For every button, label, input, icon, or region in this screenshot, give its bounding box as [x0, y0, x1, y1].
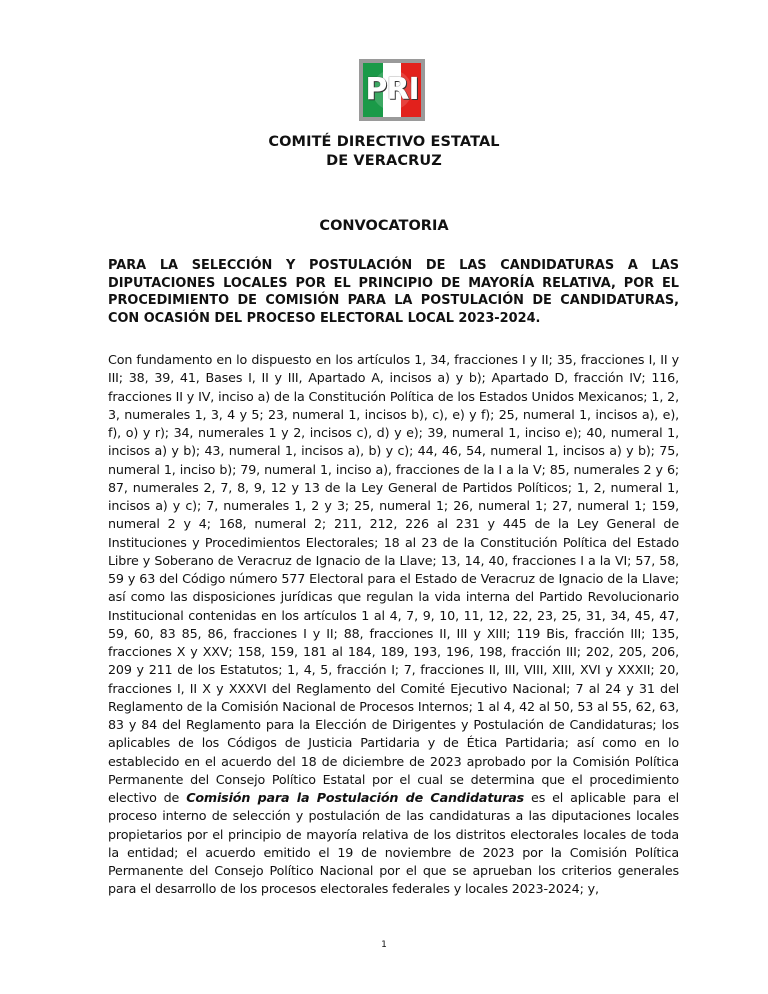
body-paragraph: [108, 351, 679, 899]
body-text-part-1: Con fundamento en lo dispuesto en los artículos 1, 34, fracciones I y II; 35, fracciones I, II y III; 38, 39, 41, Bases I, II y III, Apartado A, incisos a) y b); Apartado D, fracción IV; 116, fracciones II y IV, inciso a) de la Constitución Política de los Estados Unidos Mexicanos; 1, 2, 3, numerales 1, 3, 4 y 5; 23, numeral 1, incisos b), c), e) y f); 25, numeral 1, incisos a), e), f), o) y r); 34, numerales 1 y 2, incisos c), d) y e); 39, numeral 1, inciso e); 40, numeral 1, incisos a) y b); 43, numeral 1, incisos a), b) y c); 44, 46, 54, numeral 1, incisos a) y b); 75, numeral 1, inciso b); 79, numeral 1, inciso a), fracciones de la I a la V; 85, numerales 2 y 6; 87, numerales 2, 7, 8, 9, 12 y 13 de la Ley General de Partidos Políticos; 1, 2, numeral 1, incisos a) y c); 7, numerales 1, 2 y 3; 25, numeral 1; 26, numeral 1; 27, numeral 1; 159, numeral 2 y 4; 168, numeral 2; 211, 212, 226 al 231 y 445 de la Ley General de Instituciones y Procedimientos Electorales; 18 al 23 de la Constitución Política del Estado Libre y Soberano de Veracruz de Ignacio de la Llave; 13, 14, 40, fracciones I a la VI; 57, 58, 59 y 63 del Código número 577 Electoral para el Estado de Veracruz de Ignacio de la Llave; así como las disposiciones jurídicas que regulan la vida interna del Partido Revolucionario Institucional contenidas en los artículos 1 al 4, 7, 9, 10, 11, 12, 22, 23, 25, 31, 34, 45, 47, 59, 60, 83 85, 86, fracciones I y II; 88, fracciones II, III y XIII; 119 Bis, fracción III; 135, fracciones X y XXV; 158, 159, 181 al 184, 189, 193, 196, 198, fracción III; 202, 205, 206, 209 y 211 de los Estatutos; 1, 4, 5, fracción I; 7, fracciones II, III, VIII, XIII, XVI y XXXII; 20, fracciones I, II X y XXXVI del Reglamento del Comité Ejecutivo Nacional; 7 al 24 y 31 del Reglamento de la Comisión Nacional de Procesos Internos; 1 al 4, 42 al 50, 53 al 55, 62, 63, 83 y 84 del Reglamento para la Elección de Dirigentes y Postulación de Candidaturas; los aplicables de los Códigos de Justicia Partidaria y de Ética Partidaria; así como en lo establecido en el acuerdo del 18 de diciembre de 2023 aprobado por la Comisión Política Permanente del Consejo Político Estatal por el cual se determina que el procedimiento electivo de: [108, 352, 679, 805]
committee-line-1: COMITÉ DIRECTIVO ESTATAL: [268, 134, 500, 150]
document-title: CONVOCATORIA: [319, 218, 449, 234]
page-number: 1: [381, 940, 387, 950]
committee-name: [0, 133, 768, 171]
body-emphasis: Comisión para la Postulación de Candidaturas: [186, 790, 525, 805]
committee-line-2: DE VERACRUZ: [326, 153, 442, 169]
pri-logo: [359, 59, 425, 121]
body-text-part-2: es el aplicable para el proceso interno de selección y postulación de las candidaturas a las diputaciones locales propietarios por el principio de mayoría relativa de los distritos electorales locales de toda la entidad; el acuerdo emitido el 19 de noviembre de 2023 por la Comisión Política Permanente del Consejo Político Nacional por el que se aprueban los criterios generales para el desarrollo de los procesos electorales federales y locales 2023-2024; y,: [108, 790, 679, 897]
document-subtitle: PARA LA SELECCIÓN Y POSTULACIÓN DE LAS CANDIDATURAS A LAS DIPUTACIONES LOCALES POR EL PRINCIPIO DE MAYORÍA RELATIVA, POR EL PROCEDIMIENTO DE COMISIÓN PARA LA POSTULACIÓN DE CANDIDATURAS, CON OCASIÓN DEL PROCESO ELECTORAL LOCAL 2023-2024.: [108, 258, 679, 326]
pri-logo-letters: PRI: [365, 72, 419, 107]
